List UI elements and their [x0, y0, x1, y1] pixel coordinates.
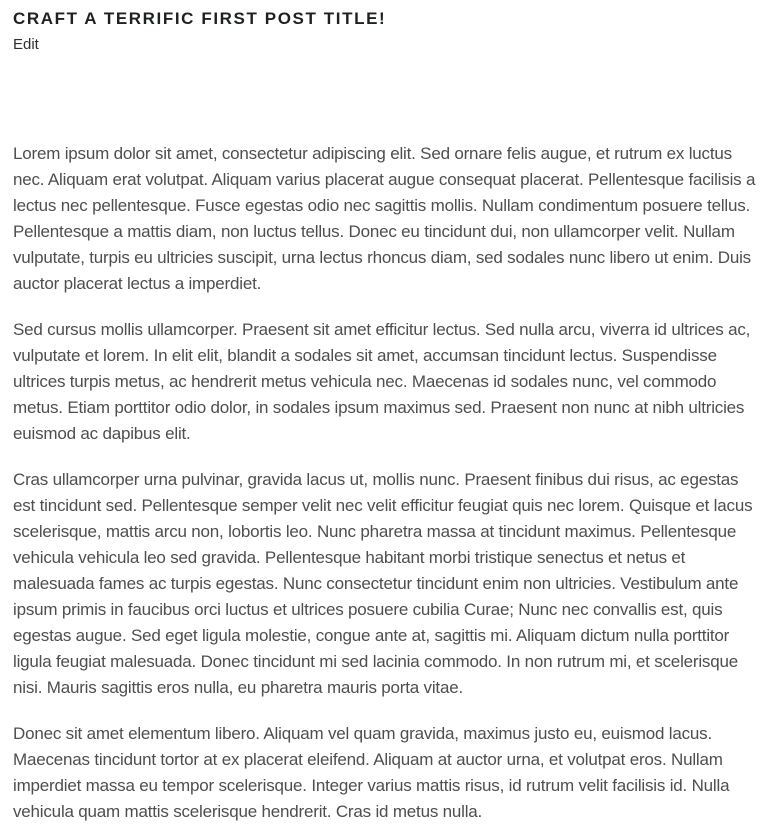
edit-link[interactable]: Edit: [13, 36, 39, 54]
post-content: [13, 141, 763, 825]
post-paragraph-4: Donec sit amet elementum libero. Aliquam vel quam gravida, maximus justo eu, euismod lacus. Maecenas tincidunt tortor at ex placerat eleifend. Aliquam at auctor urna, et volutpat eros. Nullam imperdiet massa eu tempor scelerisque. Integer varius mattis risus, id rutrum velit facilisis id. Nulla vehicula quam mattis scelerisque hendrerit. Cras id metus nulla.: [13, 724, 730, 822]
post-header: [13, 8, 763, 54]
post-paragraph-2: Sed cursus mollis ullamcorper. Praesent sit amet efficitur lectus. Sed nulla arcu, viverra id ultrices ac, vulputate et lorem. In elit elit, blandit a sodales sit amet, accumsan tincidunt lectus. Suspendisse ultrices turpis metus, ac hendrerit metus vehicula nec. Maecenas id sodales nunc, vel commodo metus. Etiam porttitor odio dolor, in sodales ipsum maximus sed. Praesent non nunc at nibh ultricies euismod ac dapibus elit.: [13, 320, 751, 444]
post-paragraph-1: Lorem ipsum dolor sit amet, consectetur adipiscing elit. Sed ornare felis augue, et rutrum ex luctus nec. Aliquam erat volutpat. Aliquam varius placerat augue consequat placerat. Pellentesque facilisis a lectus nec pellentesque. Fusce egestas odio nec sagittis mollis. Nullam condimentum posuere tellus. Pellentesque a mattis diam, non luctus tellus. Donec eu tincidunt dui, non ullamcorper velit. Nullam vulputate, turpis eu ultricies suscipit, urna lectus rhoncus diam, sed sodales nunc libero ut enim. Duis auctor placerat lectus a imperdiet.: [13, 144, 756, 294]
post-title: CRAFT A TERRIFIC FIRST POST TITLE!: [13, 9, 387, 28]
post-paragraph-3: Cras ullamcorper urna pulvinar, gravida lacus ut, mollis nunc. Praesent finibus dui risus, ac egestas est tincidunt sed. Pellentesque semper velit nec velit efficitur feugiat quis nec lorem. Quisque et lacus scelerisque, mattis arcu non, lobortis leo. Nunc pharetra massa at tincidunt maximus. Pellentesque vehicula vehicula leo sed gravida. Pellentesque habitant morbi tristique senectus et netus et malesuada fames ac turpis egestas. Nunc consectetur tincidunt enim non ultricies. Vestibulum ante ipsum primis in faucibus orci luctus et ultrices posuere cubilia Curae; Nunc nec convallis est, quis egestas augue. Sed eget ligula molestie, congue ante at, sagittis mi. Aliquam dictum nulla porttitor ligula feugiat malesuada. Donec tincidunt mi sed lacinia commodo. In non rutrum mi, et scelerisque nisi. Mauris sagittis eros nulla, eu pharetra mauris porta vitae.: [13, 470, 753, 698]
